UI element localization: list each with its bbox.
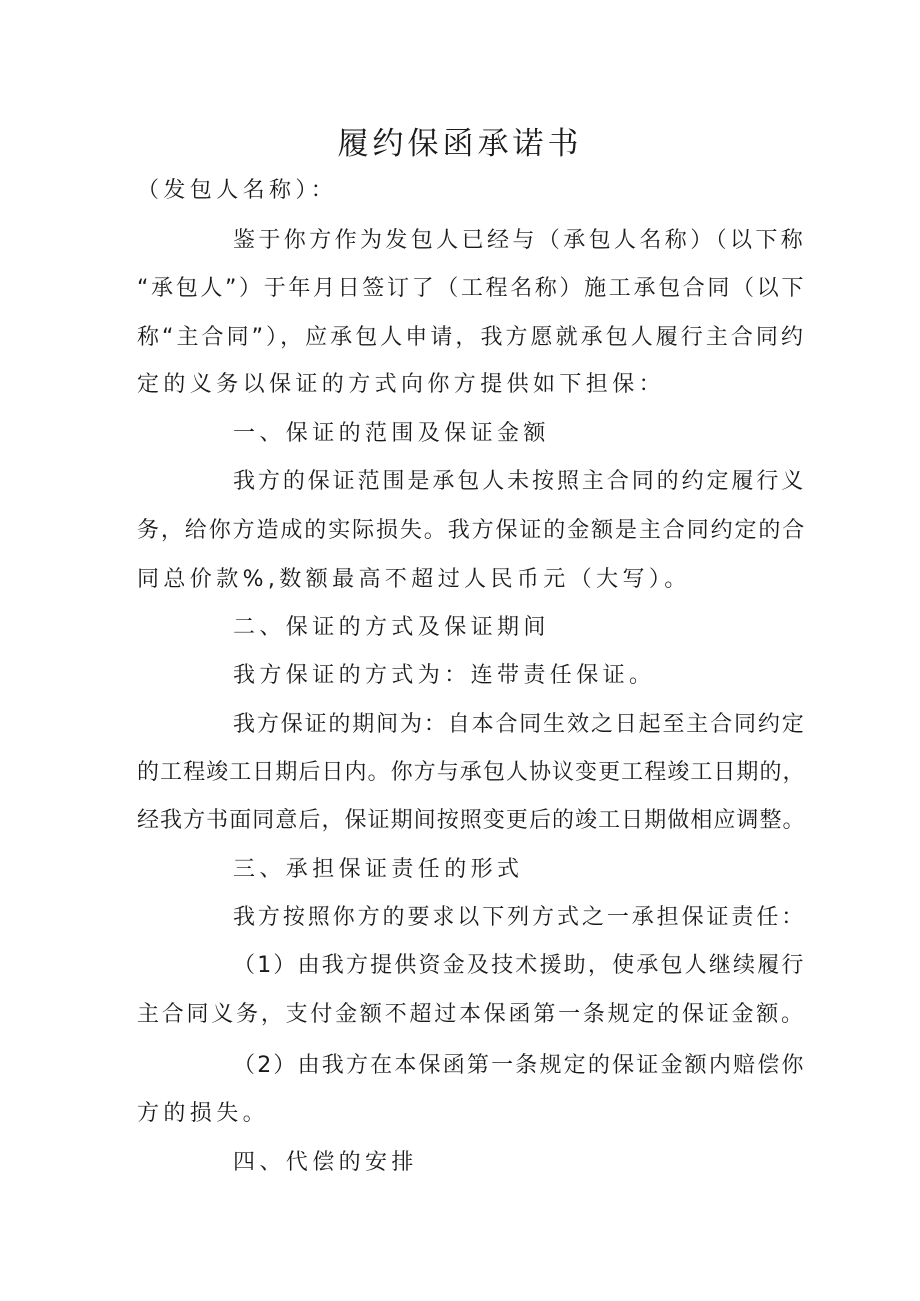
paragraph-line: 鉴于你方作为发包人已经与（承包人名称）（以下称: [233, 228, 807, 253]
paragraph-line: 我方保证的方式为：连带责任保证。: [233, 663, 656, 688]
paragraph-line: 同总价款%,数额最高不超过人民币元（大写）。: [137, 567, 691, 592]
paragraph-line: 称“主合同”），应承包人申请，我方愿就承包人履行主合同约: [137, 325, 806, 350]
paragraph-line: “承包人”）于年月日签订了（工程名称）施工承包合同（以下: [137, 276, 806, 301]
paragraph-line: 务，给你方造成的实际损失。我方保证的金额是主合同约定的合: [137, 518, 807, 543]
addressee-line: （发包人名称）：: [137, 178, 338, 203]
paragraph-line: 我方按照你方的要求以下列方式之一承担保证责任：: [233, 905, 807, 930]
section-heading: 二、保证的方式及保证期间: [233, 615, 550, 640]
list-item-line: （1）由我方提供资金及技术援助，使承包人继续履行: [233, 953, 806, 978]
paragraph-line: 定的义务以保证的方式向你方提供如下担保：: [137, 372, 666, 397]
paragraph-line: 的工程竣工日期后日内。你方与承包人协议变更工程竣工日期的，: [137, 760, 806, 785]
paragraph-line: 我方的保证范围是承包人未按照主合同的约定履行义: [233, 469, 807, 494]
document-title: 履约保函承诺书: [337, 126, 583, 162]
paragraph-line: 经我方书面同意后，保证期间按照变更后的竣工日期做相应调整。: [137, 808, 806, 833]
list-item-line: （2）由我方在本保函第一条规定的保证金额内赔偿你: [233, 1053, 806, 1078]
list-item-line: 主合同义务，支付金额不超过本保函第一条规定的保证金额。: [137, 1002, 806, 1027]
list-item-line: 方的损失。: [137, 1101, 270, 1126]
section-heading: 四、代偿的安排: [233, 1150, 418, 1175]
paragraph-line: 我方保证的期间为：自本合同生效之日起至主合同约定: [233, 712, 806, 737]
section-heading: 三、承担保证责任的形式: [233, 857, 524, 882]
section-heading: 一、保证的范围及保证金额: [233, 421, 550, 446]
